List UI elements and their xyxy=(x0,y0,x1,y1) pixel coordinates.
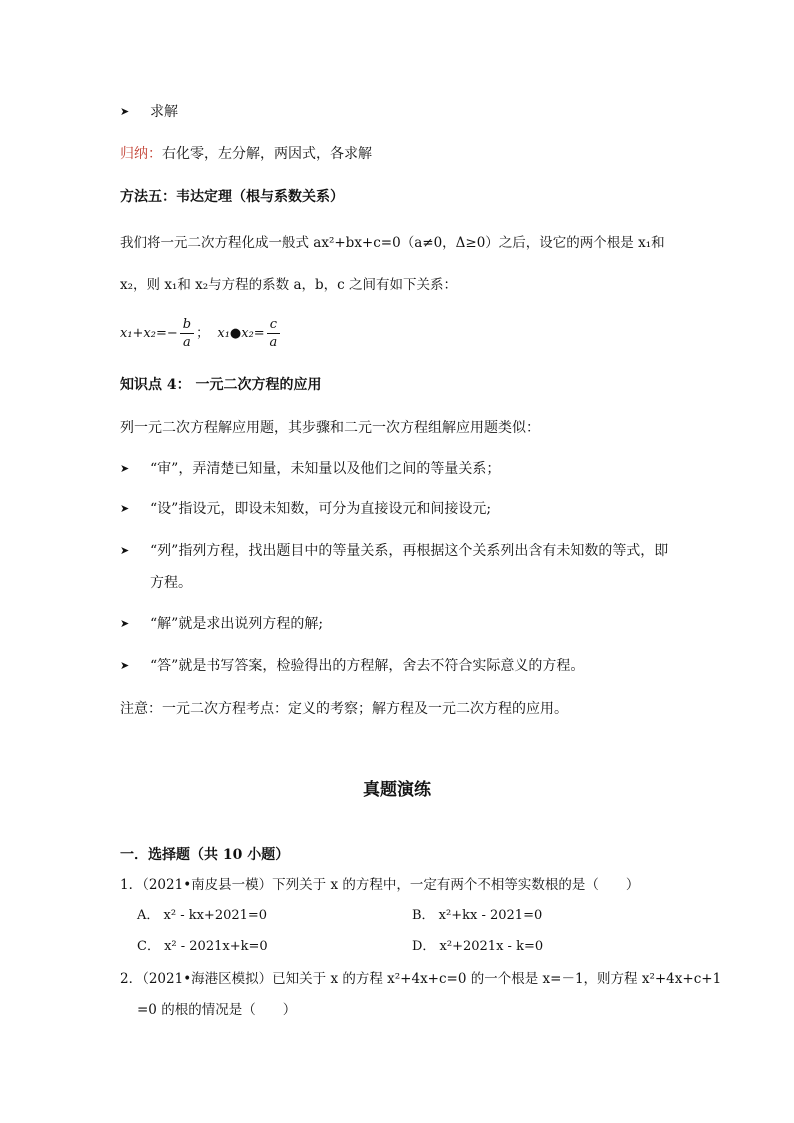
bullet-arrow-icon: ➤ xyxy=(120,105,130,118)
step-list-continuation: 方程。 xyxy=(150,575,192,591)
step-review: “审”，弄清楚已知量，未知量以及他们之间的等量关系； xyxy=(150,461,501,477)
summary-text: 右化零，左分解，两因式，各求解 xyxy=(162,146,372,162)
question-2-stem-line-1: 2．（2021•海港区模拟）已知关于 x 的方程 x²+4x+c=0 的一个根是 x=－1，则方程 x²+4x+c+1 xyxy=(120,971,722,987)
vieta-formula xyxy=(120,316,282,364)
bullet-arrow-icon: ➤ xyxy=(120,502,130,515)
sum-lhs: x₁+x₂=− xyxy=(120,326,178,341)
question-1-option-c: C． x² - 2021x+k=0 xyxy=(137,939,268,954)
bullet-arrow-icon: ➤ xyxy=(120,659,130,672)
question-1-option-b: B． x²+kx - 2021=0 xyxy=(412,908,543,923)
knowledge4-title: 知识点 4： 一元二次方程的应用 xyxy=(120,377,322,393)
summary-label: 归纳： xyxy=(120,146,162,162)
prod-lhs: x₁●x₂= xyxy=(217,326,265,341)
note-line: 注意：一元二次方程考点：定义的考察；解方程及一元二次方程的应用。 xyxy=(120,701,568,717)
section-title: 真题演练 xyxy=(363,780,431,800)
top-step-text: 求解 xyxy=(150,104,178,120)
prod-numerator: c xyxy=(267,316,280,334)
question-1-option-d: D． x²+2021x - k=0 xyxy=(412,939,544,954)
prod-fraction xyxy=(267,316,280,351)
step-list: “列”指列方程，找出题目中的等量关系，再根据这个关系列出含有未知数的等式，即 xyxy=(150,543,669,559)
method5-title: 方法五：韦达定理（根与系数关系） xyxy=(120,189,344,205)
question-1-option-a: A． x² - kx+2021=0 xyxy=(137,908,268,923)
vieta-intro-line-1: 我们将一元二次方程化成一般式 ax²+bx+c=0（a≠0，Δ≥0）之后，设它的两个根是 x₁和 xyxy=(120,235,665,251)
summary-line xyxy=(120,144,372,164)
bullet-arrow-icon: ➤ xyxy=(120,462,130,475)
step-set: “设”指设元，即设未知数，可分为直接设元和间接设元; xyxy=(150,501,492,517)
sum-fraction xyxy=(180,316,194,351)
formula-separator: ； xyxy=(196,326,210,341)
step-solve: “解”就是求出说列方程的解; xyxy=(150,616,324,632)
sum-denominator: a xyxy=(183,335,191,350)
bullet-arrow-icon: ➤ xyxy=(120,544,130,557)
question-1-stem: 1．（2021•南皮县一模）下列关于 x 的方程中，一定有两个不相等实数根的是（ ） xyxy=(120,877,640,893)
bullet-arrow-icon: ➤ xyxy=(120,617,130,630)
step-answer: “答”就是书写答案，检验得出的方程解，舍去不符合实际意义的方程。 xyxy=(150,658,585,674)
prod-denominator: a xyxy=(269,335,278,350)
part1-title: 一．选择题（共 10 小题） xyxy=(120,847,290,863)
question-2-stem-line-2: =0 的根的情况是（ ） xyxy=(137,1002,297,1018)
application-intro: 列一元二次方程解应用题，其步骤和二元一次方程组解应用题类似： xyxy=(120,420,540,436)
vieta-intro-line-2: x₂，则 x₁和 x₂与方程的系数 a，b，c 之间有如下关系： xyxy=(120,277,457,293)
sum-numerator: b xyxy=(180,316,194,334)
